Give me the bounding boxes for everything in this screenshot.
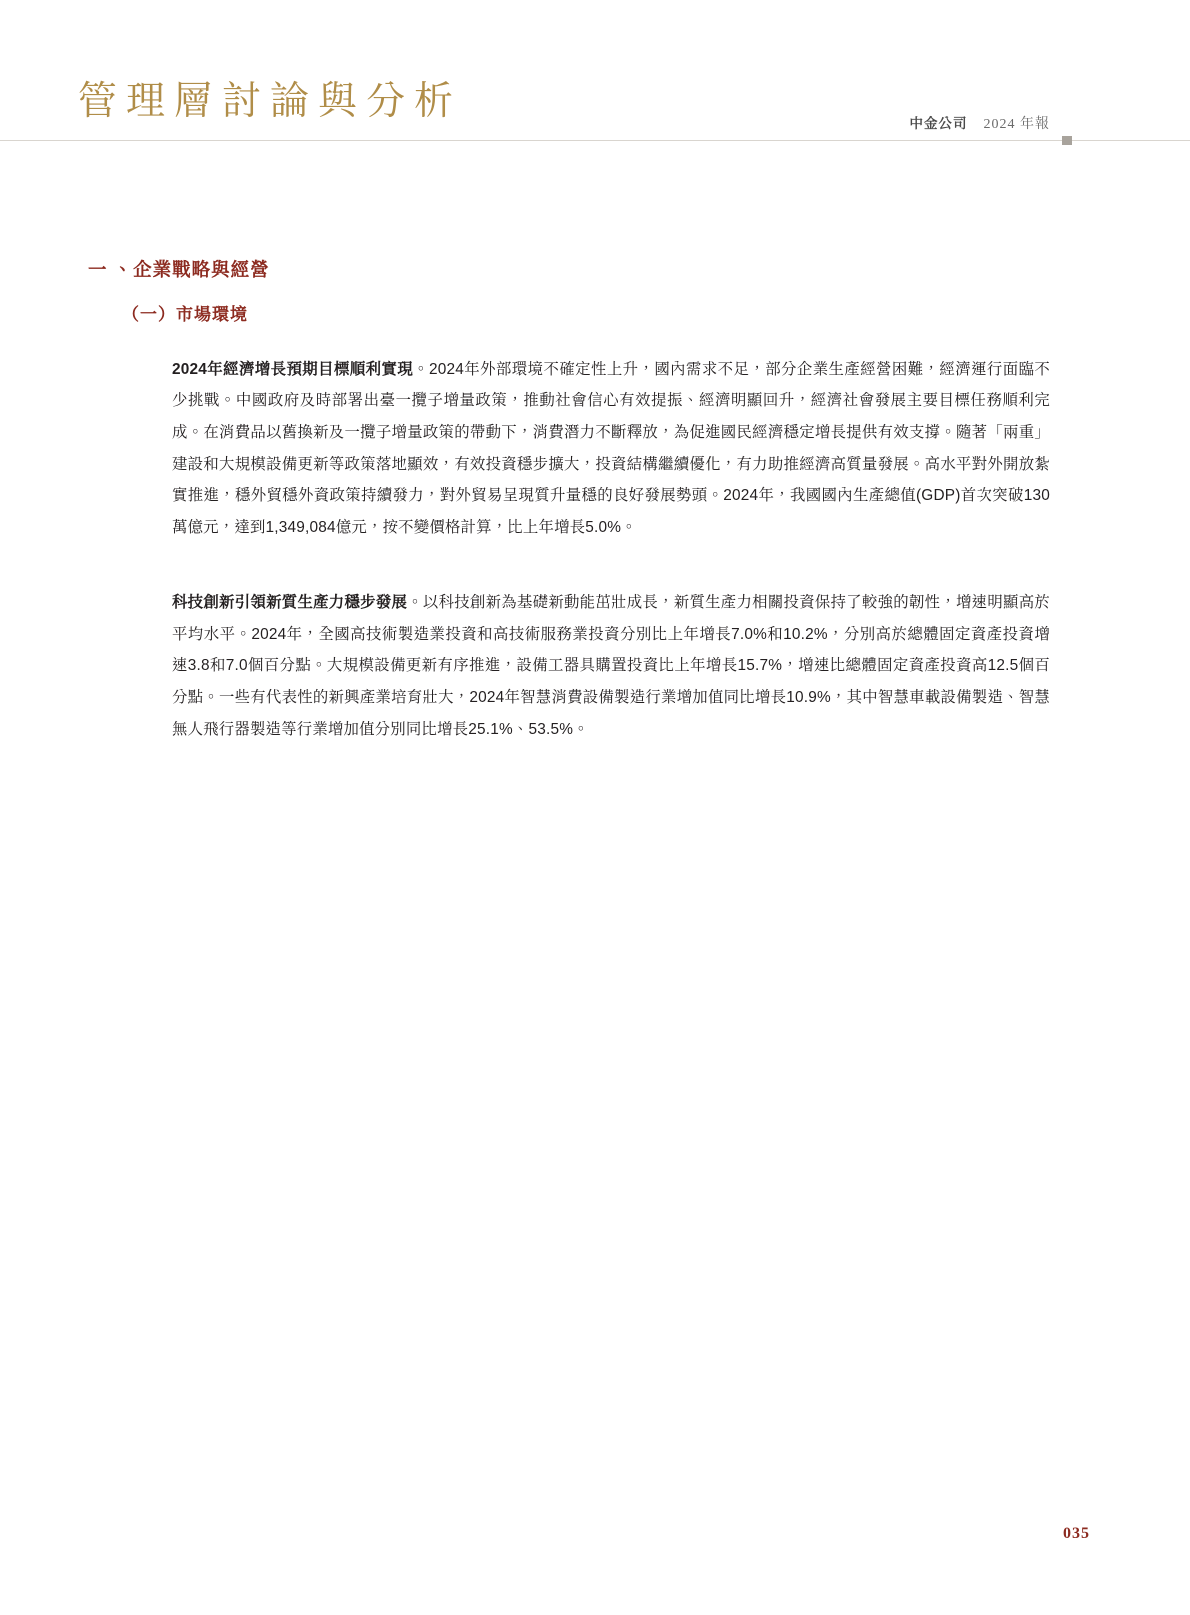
paragraph-lead-1: 2024年經濟增長預期目標順利實現: [172, 360, 414, 378]
page-header: [0, 60, 1190, 150]
paragraph-market-economy: [172, 354, 1050, 543]
page-number: 035: [1063, 1525, 1090, 1542]
paragraph-body-2: 。以科技創新為基礎新動能茁壯成長，新質生產力相關投資保持了較強的韌性，增速明顯高於平均水平。2024年，全國高技術製造業投資和高技術服務業投資分別比上年增長7.0%和10.2%，分別高於總體固定資產投資增速3.8和7.0個百分點。大規模設備更新有序推進，設備工器具購置投資比上年增長15.7%，增速比總體固定資產投資高12.5個百分點。一些有代表性的新興產業培育壯大，2024年智慧消費設備製造行業增加值同比增長10.9%，其中智慧車載設備製造、智慧無人飛行器製造等行業增加值分別同比增長25.1%、53.5%。: [172, 594, 1050, 738]
paragraph-tech-innovation: [172, 587, 1050, 745]
page-title: 管理層討論與分析: [78, 80, 463, 123]
section-heading: 一 、企業戰略與經營: [88, 259, 270, 280]
header-company-name: 中金公司: [909, 116, 968, 131]
paragraph-body-1: 。2024年外部環境不確定性上升，國內需求不足，部分企業生產經營困難，經濟運行面臨不少挑戰。中國政府及時部署出臺一攬子增量政策，推動社會信心有效提振、經濟明顯回升，經濟社會發展主要目標任務順利完成。在消費品以舊換新及一攬子增量政策的帶動下，消費潛力不斷釋放，為促進國民經濟穩定增長提供有效支撐。隨著「兩重」建設和大規模設備更新等政策落地顯效，有效投資穩步擴大，投資結構繼續優化，有力助推經濟高質量發展。高水平對外開放紮實推進，穩外貿穩外資政策持續發力，對外貿易呈現質升量穩的良好發展勢頭。2024年，我國國內生產總值(GDP)首次突破130萬億元，達到1,349,084億元，按不變價格計算，比上年增長5.0%。: [172, 360, 1051, 536]
header-meta: [910, 112, 1051, 133]
header-report-year: 2024 年報: [983, 117, 1050, 132]
page-content: [0, 255, 1190, 745]
subsection-heading: （一）市場環境: [122, 304, 248, 324]
header-divider-accent: [1062, 136, 1072, 145]
header-divider: [0, 140, 1190, 141]
paragraph-lead-2: 科技創新引領新質生產力穩步發展: [172, 594, 408, 612]
